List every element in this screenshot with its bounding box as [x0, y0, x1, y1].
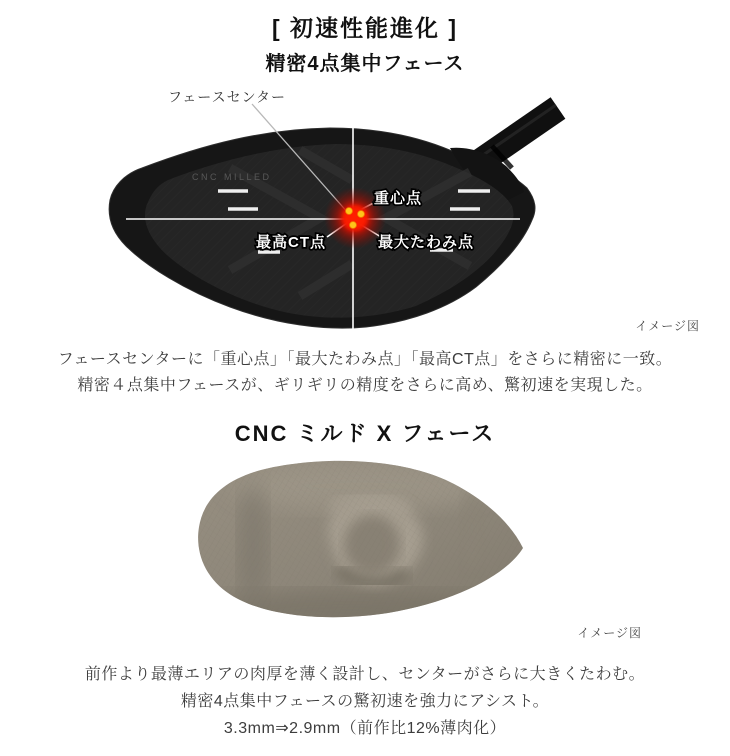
- label-max-deflection: 最大たわみ点: [378, 234, 475, 251]
- face-description-line1: フェースセンターに「重心点」「最大たわみ点」「最高CT点」をさらに精密に一致。: [57, 351, 673, 368]
- face-plate-illustration: [0, 450, 730, 635]
- face-plate-shading: [180, 450, 540, 635]
- cnc-section-heading: CNC ミルド X フェース: [234, 421, 496, 446]
- face-center-pointer-label: フェースセンター: [168, 89, 287, 105]
- cnc-description-line1: 前作より最薄エリアの肉厚を薄く設計し、センターがさらに大きくたわむ。: [84, 666, 646, 683]
- cnc-description-paragraph: [0, 661, 730, 742]
- cnc-description-line2: 精密4点集中フェースの驚初速を強力にアシスト。: [180, 693, 550, 710]
- face-description-paragraph: [0, 347, 730, 399]
- figure1-caption: イメージ図: [635, 319, 700, 333]
- label-max-ct: 最高CT点: [256, 234, 326, 251]
- figure2-caption: イメージ図: [577, 626, 642, 640]
- face-description-line2: 精密４点集中フェースが、ギリギリの精度をさらに高め、驚初速を実現した。: [77, 377, 653, 394]
- cnc-description-line3: 3.3mm⇒2.9mm（前作比12%薄肉化）: [223, 720, 507, 737]
- driver-face-illustration: [0, 84, 730, 342]
- cnc-milled-face-text: CNC MILLED: [192, 172, 272, 182]
- page-subtitle: 精密4点集中フェース: [265, 53, 465, 75]
- page-title: [ 初速性能進化 ]: [271, 15, 459, 41]
- label-center-of-gravity: 重心点: [374, 190, 423, 207]
